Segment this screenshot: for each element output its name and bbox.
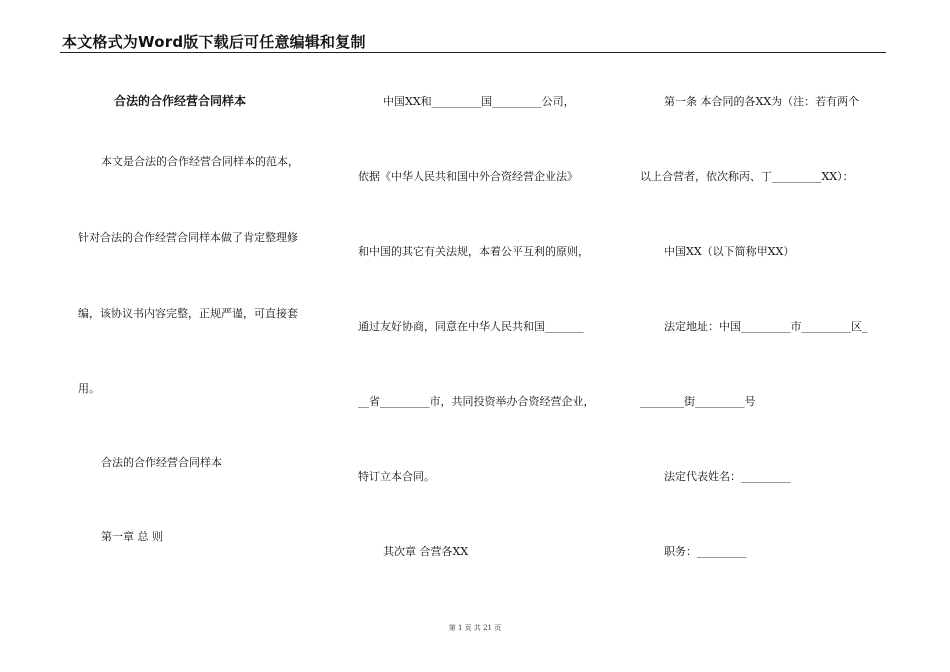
section-heading: 合法的合作经营合同样本 — [101, 456, 222, 469]
text-line: 法定地址：中国_________市_________区_ — [664, 320, 868, 333]
text-line: 通过友好协商，同意在中华人民共和国_______ — [358, 320, 584, 333]
text-line: __省_________市，共同投资举办合资经营企业， — [358, 395, 595, 408]
text-line: 职务：_________ — [664, 545, 747, 558]
article-line: 第一条 本合同的各XX为（注：若有两个 — [664, 95, 860, 108]
text-line: 依据《中华人民共和国中外合资经营企业法》 — [358, 170, 578, 183]
text-line: 和中国的其它有关法规，本着公平互利的原则， — [358, 245, 589, 258]
text-line: ________街_________号 — [640, 395, 756, 408]
text-line: 针对合法的合作经营合同样本做了肯定整理修 — [78, 231, 298, 244]
chapter-heading: 其次章 合营各XX — [383, 545, 469, 558]
page-header-title: 本文格式为Word版下载后可任意编辑和复制 — [62, 33, 366, 51]
text-line: 以上合营者，依次称丙、丁_________XX）： — [640, 170, 854, 183]
text-line: 法定代表姓名：_________ — [664, 470, 791, 483]
text-line: 编，该协议书内容完整，正规严谨，可直接套 — [78, 307, 298, 320]
header-divider — [60, 52, 886, 53]
chapter-heading: 第一章 总 则 — [101, 530, 163, 543]
text-line: 本文是合法的合作经营合同样本的范本， — [101, 155, 299, 168]
text-line: 用。 — [78, 382, 100, 395]
page-number: 第 1 页 共 21 页 — [448, 624, 502, 632]
document-title: 合法的合作经营合同样本 — [114, 94, 247, 108]
text-line: 特订立本合同。 — [358, 470, 435, 483]
text-line: 中国XX（以下简称甲XX） — [664, 245, 795, 258]
text-line: 中国XX和_________国_________公司， — [383, 95, 575, 108]
